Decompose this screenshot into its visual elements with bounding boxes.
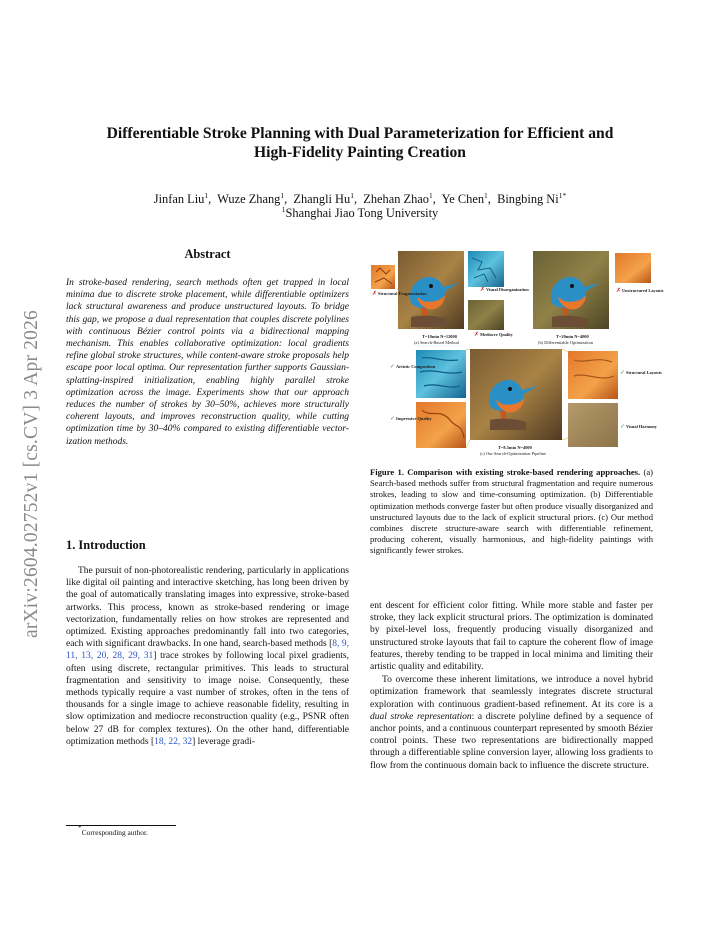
author: Ye Chen$^1$ [441,191,488,206]
author-list: Jinfan Liu$^1$, Wuze Zhang$^1$, Zhangli Hu$^1$, Zhehan Zhao$^1$, Ye Chen$^1$, Bingbing $Ni^{1*}$ [153,191,567,206]
panel-c-caption: (c) Our Search-Optimization Pipeline [480,451,546,456]
citation-link[interactable]: 18, 22, 32 [154,736,193,747]
figure-caption: Figure 1. Comparison with existing stroke-based rendering approaches. (a) Search-based methods suffer from structural fragmentation and require numerous strokes, leading to slow and time-consuming optimization. (b) Differentiable optimization methods converge faster but often produce visually disorganized and unstructured layouts due to the lack of explicit structural priors. (c) Our method combines discrete structure-aware search with differentiable refinement, producing coherent, visually harmonious, and high-fidelity paintings with significantly fewer strokes. [370,467,654,556]
label-visual-harmony: Visual Harmony [626,424,657,429]
footnote: *Corresponding author. [78,823,148,837]
title-line-1: Differentiable Stroke Planning with Dual Parameterization for Efficient and [106,125,614,142]
cross-icon: ✗ [616,287,622,294]
paper-title [70,124,650,162]
inset-impressive-quality [416,402,466,448]
check-icon: ✓ [390,415,396,422]
inset-visual-harmony [568,403,618,447]
footnote-divider [66,825,176,826]
intro-heading: 1. Introduction [66,538,146,552]
panel-c-stats: T=8.5min N=4000 [498,445,532,450]
arxiv-id: arXiv:2604.02752v1 [cs.CV] 3 Apr 2026 [21,309,43,639]
intro-text: The pursuit of non-photorealistic rendering, particularly in applications like digital oil painting and interactive sketching, has long been driven by the goal of automatically translating images into expressive, stroke-based artworks. This process, known as stroke-based rendering or image vectorization, fundamentally relies on how strokes are represented and optimized. Existing approaches predominantly fall into two categories, each with significant drawbacks. In one hand, search-based methods [8, 9, 11, 13, 20, 28, 29, 31] trace strokes by following local pixel gradients, often using discrete, rectangular primitives. This leads to structural fragmentation and sensitivity to image noise. Consequently, these methods typically require a vast number of strokes, often in the tens of thousands for a single image to achieve reasonable fidelity, resulting in slow optimization and mediocre reconstruction quality (e.g., PSNR often below 27 dB for complex textures). On the other hand, differentiable optimization methods [18, 22, 32] leverage gradi- [66,566,349,747]
author: Zhehan Zhao$^1$ [363,191,433,206]
figure-1 [370,248,664,460]
label-fragmentation: Structural Fragmentation [378,291,427,296]
label-visual-disorganization: Visual Disorganization [486,287,529,292]
label-artistic-composition: Artistic Composition [396,364,436,369]
label-mediocre-quality: Mediocre Quality [480,332,513,337]
cross-icon: ✗ [372,290,378,297]
author: Jinfan Liu$^1$ [153,191,209,206]
abstract-heading: Abstract [184,247,231,261]
inset-fragmentation [371,265,395,289]
paragraph: ent descent for efficient color fitting. While more stable and faster per stroke, they lack explicit structural priors. The optimization is dominated by pixel-level loss, frequently producing visually disorganized and unstructured stroke layouts that fail to capture the coherent flow of image features, thereby tending to be trapped in local minima and limiting their artistic quality and editability. [370,601,653,673]
affiliation: $^1$Shanghai Jiao Tong University [281,205,439,220]
cross-icon: ✗ [480,286,486,293]
check-icon: ✓ [390,363,396,370]
label-impressive-quality: Impressive Quality [396,416,432,421]
panel-b-stats: T=20min N=4000 [556,334,589,339]
cross-icon: ✗ [474,331,480,338]
author: Zhangli Hu$^1$ [293,191,354,206]
panel-a-caption: (a) Search-Based Method [414,340,459,345]
check-icon: ✓ [620,423,626,430]
check-icon: ✓ [620,369,626,376]
panel-b-caption: (b) Differentiable Optimization [538,340,594,345]
inset-mediocre-quality [468,300,504,330]
arxiv-stamp [14,268,50,680]
right-column-text [370,600,653,772]
panel-a-stats: T=10min N=12000 [422,334,457,339]
abstract-text: In stroke-based rendering, search methods often get trapped in local minima due to discrete stroke placement, while differentiable optimizers lack structural awareness and produce unstructured layouts. To bridge this gap, we propose a dual representation that couples discrete polylines with continuous Bézier control points via a bidirectional mapping mechanism. This enables collaborative optimization: local gradients refine global stroke structures, while content-aware stroke proposals help escape poor local optima. Our representation further supports Gaussian-splatting-inspired initialization, enabling highly parallel stroke optimization across the image. Experiments show that our approach reduces the number of strokes by 30–50%, achieves more structurally coherent layouts, and improves reconstruction quality, while cutting optimization time by 30–40% compared to existing differentiable vector-ization methods. [66,278,349,447]
figure-1-graphic [370,248,664,460]
inset-unstructured-layouts [615,253,651,283]
author: Bingbing $Ni^{1*}$ [497,191,567,206]
title-line-2: High-Fidelity Painting Creation [254,144,466,161]
paragraph: To overcome these inherent limitations, we introduce a novel hybrid optimization framework that seamlessly integrates discrete structural exploration with continuous gradient-based refinement. At its core is a dual stroke representation: a discrete polyline defined by a sequence of anchor points, and a continuous counterpart represented by smooth Bézier control points. These two representations are bidirectionally mapped through a differentiable spline conversion layer, allowing loss gradients to flow from the continuous domain back to influence the discrete structure. [370,675,653,771]
author: Wuze Zhang$^1$ [217,191,285,206]
label-unstructured-layouts: Unstructured Layouts [622,288,664,293]
label-structural-layouts: Structural Layouts [626,370,662,375]
citation-link[interactable]: 8, 9, 11, 13, 20, 28, 29, 31 [66,639,349,662]
